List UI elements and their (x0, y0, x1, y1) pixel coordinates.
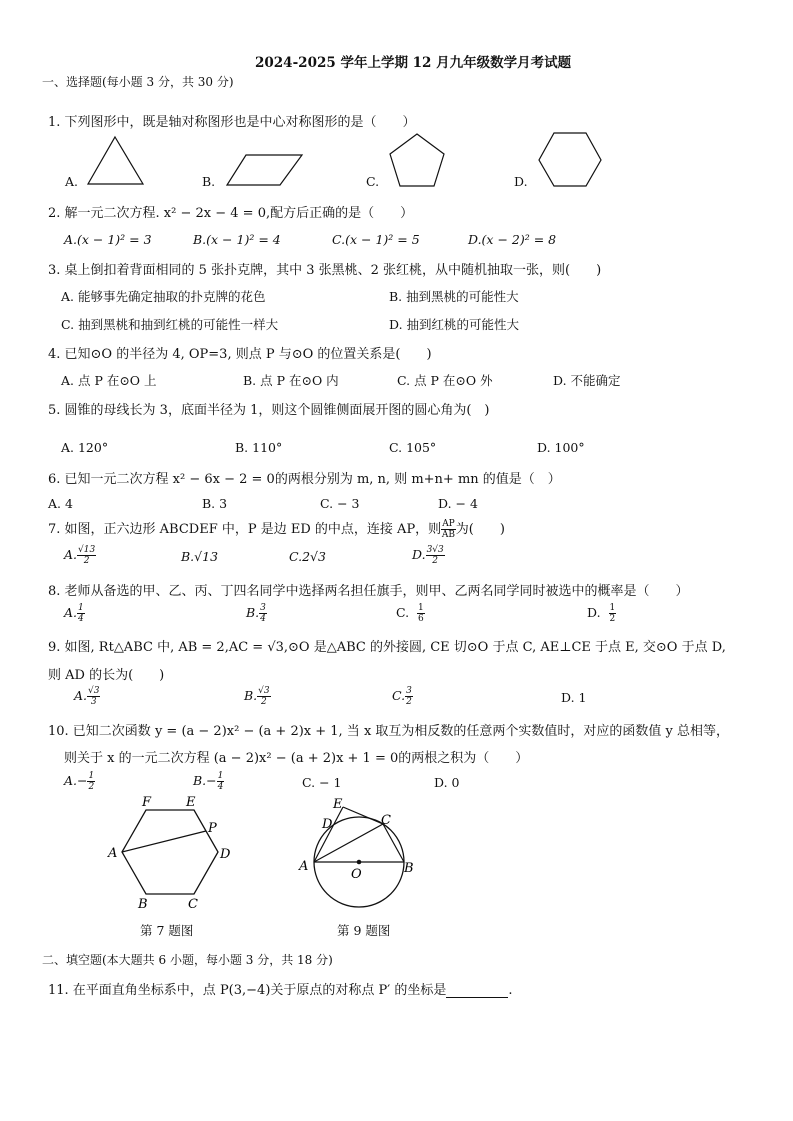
fig9-label-e: E (333, 797, 343, 812)
question-3: 3. 桌上倒扣着背面相同的 5 张扑克牌，其中 3 张黑桃、2 张红桃，从中随机抽取一张，则( ) (48, 263, 602, 278)
figure-7-hexagon (100, 792, 240, 912)
q3-option-b: B. 抽到黑桃的可能性大 (389, 289, 519, 304)
fig7-label-f: F (142, 795, 152, 810)
question-10-line-1: 10. 已知二次函数 y = (a − 2)x² − (a + 2)x + 1, 当 x 取互为相反数的任意两个实数值时，对应的函数值 y 总相等， (48, 724, 730, 739)
q9-option-a: A. $\frac{√3}{3}$ (74, 686, 100, 707)
pentagon-shape (386, 131, 448, 189)
q5-option-b: B. 110° (235, 440, 283, 455)
q11-answer-blank[interactable] (446, 985, 508, 998)
q7-text-b: 为( ) (455, 522, 505, 537)
fig9-label-b: B (404, 861, 414, 876)
q10-option-c: C. − 1 (302, 775, 342, 790)
q10-option-d: D. 0 (434, 775, 460, 790)
q11-text-b: . (508, 983, 513, 998)
q1-option-d: D. (514, 174, 528, 189)
figure-9-circle (295, 792, 425, 912)
q4-option-b: B. 点 P 在⊙O 内 (243, 373, 339, 388)
q2-option-c: C.(x − 1)² = 5 (332, 232, 420, 247)
q6-option-b: B. 3 (202, 496, 228, 511)
fig9-label-d: D (322, 817, 333, 832)
q3-option-a: A. 能够事先确定抽取的扑克牌的花色 (61, 289, 266, 304)
hexagon-shape (536, 130, 604, 190)
q6-option-c: C. − 3 (320, 496, 360, 511)
q9-option-d: D. 1 (561, 690, 587, 705)
q7-option-b: B.√13 (181, 549, 219, 564)
q10-option-a: A.− $\frac{1}{2}$ (64, 771, 95, 792)
q5-option-a: A. 120° (61, 440, 109, 455)
q11-text-a: 11. 在平面直角坐标系中，点 P(3,−4)关于原点的对称点 P′ 的坐标是 (48, 983, 447, 998)
q4-option-c: C. 点 P 在⊙O 外 (397, 373, 493, 388)
fig7-label-p: P (208, 821, 217, 836)
q6-option-d: D. − 4 (438, 496, 478, 511)
parallelogram-shape (224, 152, 306, 188)
question-4: 4. 已知⊙O 的半径为 4, OP=3, 则点 P 与⊙O 的位置关系是( ) (48, 347, 432, 362)
question-10-line-2: 则关于 x 的一元二次方程 (a − 2)x² − (a + 2)x + 1 = 0的两根之积为（ ） (64, 751, 529, 766)
fig9-label-c: C (381, 813, 391, 828)
q8-option-b: B. $\frac{3}{4}$ (246, 603, 266, 624)
triangle-shape (85, 134, 147, 188)
q7-option-c: C.2√3 (289, 549, 326, 564)
question-1: 1. 下列图形中，既是轴对称图形也是中心对称图形的是（ ） (48, 115, 416, 130)
q5-option-d: D. 100° (537, 440, 585, 455)
q1-option-a: A. (65, 174, 79, 189)
q5-option-c: C. 105° (389, 440, 437, 455)
fig7-label-a: A (108, 846, 118, 861)
q8-option-d: D. $\frac{1}{2}$ (587, 603, 616, 624)
question-8: 8. 老师从备选的甲、乙、丙、丁四名同学中选择两名担任旗手，则甲、乙两名同学同时被选中的概率是（ ） (48, 584, 689, 599)
q7-ratio-fraction: $\frac{AP}{AB}$ (441, 519, 456, 540)
figure-7-caption: 第 7 题图 (140, 923, 194, 938)
q7-option-d: D. $\frac{3√3}{2}$ (412, 545, 444, 566)
q3-option-d: D. 抽到红桃的可能性大 (389, 317, 520, 332)
q1-option-c: C. (366, 174, 380, 189)
q7-text-a: 7. 如图，正六边形 ABCDEF 中，P 是边 ED 的中点，连接 AP，则 (48, 522, 442, 537)
fig7-label-c: C (188, 897, 198, 912)
q2-option-d: D.(x − 2)² = 8 (468, 232, 557, 247)
section-heading-choice: 一、选择题(每小题 3 分，共 30 分) (42, 75, 234, 89)
q3-option-c: C. 抽到黑桃和抽到红桃的可能性一样大 (61, 317, 279, 332)
q6-option-a: A. 4 (48, 496, 73, 511)
question-9-line-1: 9. 如图, Rt△ABC 中, AB = 2,AC = √3,⊙O 是△ABC 的外接圆, CE 切⊙O 于点 C, AE⊥CE 于点 E, 交⊙O 于点 D, (48, 640, 726, 655)
question-5: 5. 圆锥的母线长为 3，底面半径为 1，则这个圆锥侧面展开图的圆心角为( ) (48, 403, 490, 418)
fig9-label-o: O (351, 867, 362, 882)
fig7-label-e: E (186, 795, 196, 810)
section-heading-fill: 二、填空题(本大题共 6 小题，每小题 3 分，共 18 分) (42, 953, 333, 967)
q4-option-a: A. 点 P 在⊙O 上 (61, 373, 157, 388)
question-6: 6. 已知一元二次方程 x² − 6x − 2 = 0的两根分别为 m, n, 则 m+n+ mn 的值是（ ） (48, 472, 561, 487)
q2-option-a: A.(x − 1)² = 3 (64, 232, 152, 247)
q9-option-c: C. $\frac{3}{2}$ (392, 686, 412, 707)
question-11 (48, 979, 513, 998)
page-title: 2024-2025 学年上学期 12 月九年级数学月考试题 (255, 55, 572, 71)
q8-option-a: A. $\frac{1}{4}$ (64, 603, 84, 624)
fig9-label-a: A (299, 859, 309, 874)
q4-option-d: D. 不能确定 (553, 373, 621, 388)
question-9-line-2: 则 AD 的长为( ) (48, 668, 165, 683)
q8-option-c: C. $\frac{1}{6}$ (396, 603, 424, 624)
q9-option-b: B. $\frac{√3}{2}$ (244, 686, 270, 707)
q10-option-b: B.− $\frac{1}{4}$ (193, 771, 224, 792)
q7-option-a: A. $\frac{√13}{2}$ (64, 545, 96, 566)
question-7 (48, 518, 505, 540)
q2-option-b: B.(x − 1)² = 4 (193, 232, 281, 247)
fig7-label-d: D (220, 847, 231, 862)
question-2: 2. 解一元二次方程. x² − 2x − 4 = 0,配方后正确的是（ ） (48, 206, 414, 221)
fig7-label-b: B (138, 897, 148, 912)
figure-9-caption: 第 9 题图 (337, 923, 391, 938)
q1-option-b: B. (202, 174, 216, 189)
